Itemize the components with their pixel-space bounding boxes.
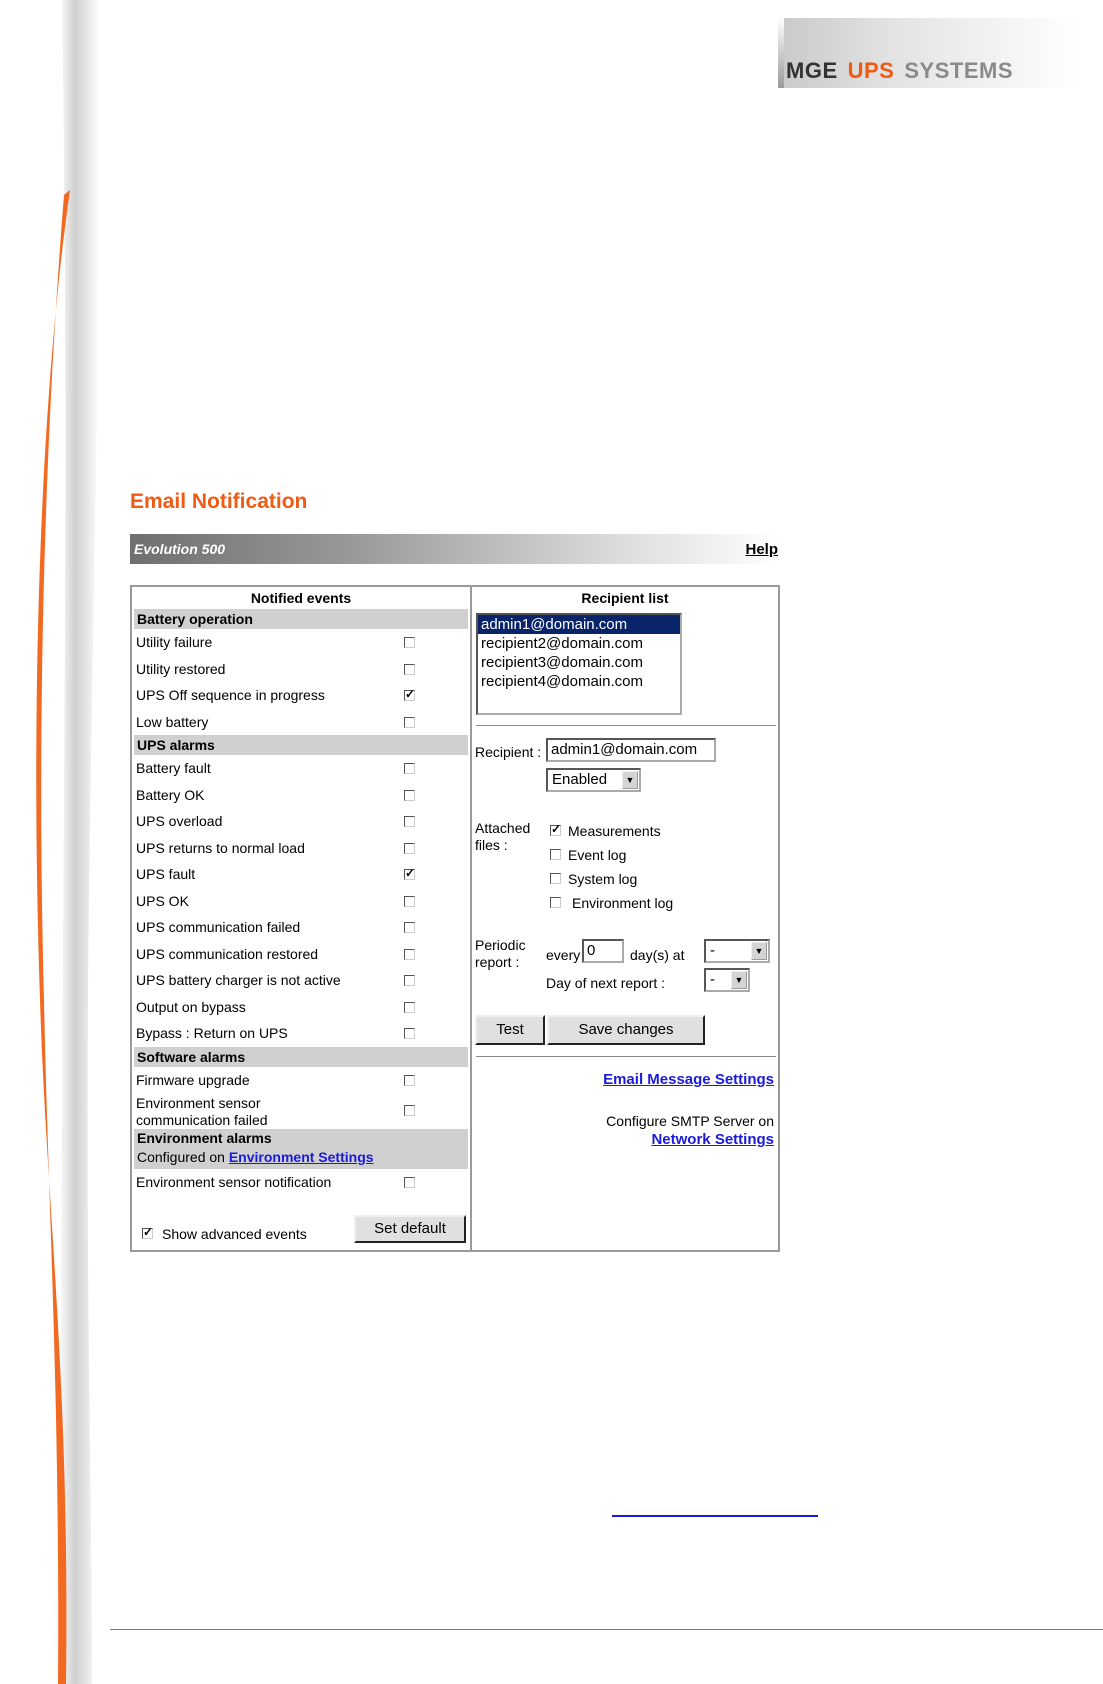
show-advanced-checkbox[interactable] bbox=[142, 1228, 153, 1239]
notified-events-header: Notified events bbox=[250, 590, 352, 606]
measurements-checkbox[interactable] bbox=[550, 825, 561, 836]
recipient-option[interactable]: recipient4@domain.com bbox=[481, 673, 643, 690]
environment-log-label: Environment log bbox=[572, 895, 674, 911]
event-row bbox=[132, 967, 470, 994]
page-title: Email Notification bbox=[130, 490, 308, 513]
event-row bbox=[132, 709, 470, 736]
event-label: Utility failure bbox=[136, 634, 213, 650]
help-link[interactable]: Help bbox=[745, 541, 778, 558]
section-software-alarms: Software alarms bbox=[134, 1047, 468, 1067]
test-button[interactable]: Test bbox=[475, 1015, 545, 1045]
device-name: Evolution 500 bbox=[134, 541, 226, 557]
event-checkbox[interactable] bbox=[404, 1075, 415, 1086]
event-row bbox=[132, 1020, 470, 1047]
event-row bbox=[132, 656, 470, 683]
environment-settings-link[interactable]: Environment Settings bbox=[228, 1149, 374, 1165]
report-time-select[interactable] bbox=[704, 939, 770, 963]
event-checkbox[interactable] bbox=[404, 690, 415, 701]
environment-configured-text: Configured on bbox=[137, 1149, 229, 1165]
recipient-option[interactable]: recipient3@domain.com bbox=[481, 654, 643, 671]
event-checkbox[interactable] bbox=[404, 763, 415, 774]
event-checkbox[interactable] bbox=[404, 949, 415, 960]
event-row bbox=[132, 861, 470, 888]
event-label: Utility restored bbox=[136, 660, 226, 677]
show-advanced-label: Show advanced events bbox=[162, 1226, 307, 1242]
event-label: UPS returns to normal load bbox=[136, 839, 305, 856]
event-checkbox[interactable] bbox=[404, 896, 415, 907]
event-checkbox[interactable] bbox=[404, 664, 415, 675]
event-label: UPS Off sequence in progress bbox=[136, 687, 325, 703]
attached-files-label bbox=[475, 820, 530, 854]
event-row bbox=[132, 1067, 470, 1094]
event-label: UPS battery charger is not active bbox=[136, 972, 341, 988]
event-checkbox[interactable] bbox=[404, 1105, 415, 1116]
event-row bbox=[132, 808, 470, 835]
event-checkbox[interactable] bbox=[404, 790, 415, 801]
section-environment-alarms bbox=[134, 1129, 468, 1169]
measurements-label: Measurements bbox=[568, 823, 661, 839]
chevron-down-icon: ▼ bbox=[751, 942, 767, 960]
recipient-list-header: Recipient list bbox=[581, 590, 669, 606]
event-checkbox[interactable] bbox=[404, 975, 415, 986]
event-checkbox[interactable] bbox=[404, 1002, 415, 1013]
notification-panel bbox=[130, 585, 780, 1252]
event-row bbox=[132, 941, 470, 968]
event-checkbox[interactable] bbox=[404, 717, 415, 728]
section-battery-operation: Battery operation bbox=[134, 609, 468, 629]
recipient-label: Recipient : bbox=[475, 744, 542, 760]
event-label: UPS fault bbox=[136, 866, 196, 882]
periodic-label-line1: Periodic bbox=[475, 937, 526, 953]
next-report-label: Day of next report : bbox=[546, 975, 666, 991]
event-label: UPS communication restored bbox=[136, 945, 319, 962]
periodic-report-label bbox=[475, 937, 526, 971]
event-label: Low battery bbox=[136, 713, 209, 730]
event-row bbox=[132, 994, 470, 1021]
decorative-swoosh bbox=[0, 0, 120, 1684]
attached-label-line1: Attached bbox=[475, 820, 531, 836]
event-row bbox=[132, 835, 470, 862]
email-message-settings-link[interactable]: Email Message Settings bbox=[603, 1071, 774, 1088]
event-row bbox=[132, 782, 470, 809]
section-environment-title: Environment alarms bbox=[137, 1130, 272, 1146]
company-logo bbox=[778, 18, 1078, 88]
section-ups-alarms: UPS alarms bbox=[134, 735, 468, 755]
event-label: Environment sensor notification bbox=[136, 1174, 332, 1190]
recipient-email-input[interactable]: admin1@domain.com bbox=[546, 738, 716, 762]
event-row bbox=[132, 682, 470, 709]
event-label: Battery fault bbox=[136, 760, 211, 776]
footer-link-underline bbox=[612, 1515, 818, 1517]
recipient-status-value: Enabled bbox=[552, 771, 608, 788]
event-log-checkbox[interactable] bbox=[550, 849, 561, 860]
event-label: Firmware upgrade bbox=[136, 1071, 250, 1088]
event-row bbox=[132, 1093, 470, 1129]
system-log-label: System log bbox=[568, 871, 638, 887]
next-report-select[interactable] bbox=[704, 968, 750, 992]
logo-word-ups: UPS bbox=[847, 58, 895, 83]
event-log-label: Event log bbox=[568, 847, 627, 863]
recipient-option[interactable]: recipient2@domain.com bbox=[481, 635, 643, 652]
event-label: Environment sensor bbox=[136, 1095, 261, 1111]
event-label: UPS overload bbox=[136, 813, 223, 829]
attached-label-line2: files : bbox=[475, 837, 508, 853]
set-default-button[interactable]: Set default bbox=[354, 1215, 466, 1243]
event-checkbox[interactable] bbox=[404, 1028, 415, 1039]
recipient-listbox[interactable] bbox=[476, 613, 682, 715]
event-label: Output on bypass bbox=[136, 998, 246, 1015]
save-changes-button[interactable]: Save changes bbox=[547, 1015, 705, 1045]
event-row bbox=[132, 888, 470, 915]
event-label: UPS OK bbox=[136, 892, 189, 909]
next-report-value: - bbox=[710, 971, 715, 988]
every-label: every bbox=[546, 947, 581, 963]
events-footer bbox=[132, 1217, 470, 1247]
event-checkbox[interactable] bbox=[404, 869, 415, 880]
divider bbox=[476, 725, 776, 726]
recipient-option[interactable]: admin1@domain.com bbox=[478, 615, 680, 634]
days-at-label: day(s) at bbox=[630, 947, 685, 963]
periodic-label-line2: report : bbox=[475, 954, 520, 970]
environment-log-checkbox[interactable] bbox=[550, 897, 561, 908]
every-days-input[interactable]: 0 bbox=[582, 939, 624, 963]
event-row bbox=[132, 755, 470, 782]
event-row bbox=[132, 914, 470, 941]
event-checkbox[interactable] bbox=[404, 637, 415, 648]
recipient-status-select[interactable] bbox=[546, 768, 641, 792]
logo-word-systems: SYSTEMS bbox=[904, 58, 1014, 83]
event-row bbox=[132, 629, 470, 656]
logo-word-mge: MGE bbox=[786, 58, 838, 83]
device-bar bbox=[130, 534, 780, 564]
event-label: communication failed bbox=[136, 1112, 268, 1128]
report-time-value: - bbox=[710, 942, 715, 959]
event-label: Battery OK bbox=[136, 786, 205, 803]
system-log-checkbox[interactable] bbox=[550, 873, 561, 884]
event-label: Bypass : Return on UPS bbox=[136, 1025, 288, 1041]
event-checkbox[interactable] bbox=[404, 1177, 415, 1188]
notified-events-column bbox=[132, 587, 472, 1250]
event-checkbox[interactable] bbox=[404, 922, 415, 933]
divider bbox=[476, 1056, 776, 1057]
chevron-down-icon: ▼ bbox=[731, 971, 747, 989]
recipient-column bbox=[472, 587, 778, 1250]
event-label: UPS communication failed bbox=[136, 919, 301, 935]
smtp-config-text: Configure SMTP Server on bbox=[606, 1113, 774, 1129]
event-checkbox[interactable] bbox=[404, 816, 415, 827]
chevron-down-icon: ▼ bbox=[622, 771, 638, 789]
event-row bbox=[132, 1169, 470, 1196]
network-settings-link[interactable]: Network Settings bbox=[651, 1131, 774, 1148]
event-checkbox[interactable] bbox=[404, 843, 415, 854]
footer-rule bbox=[110, 1629, 1103, 1630]
